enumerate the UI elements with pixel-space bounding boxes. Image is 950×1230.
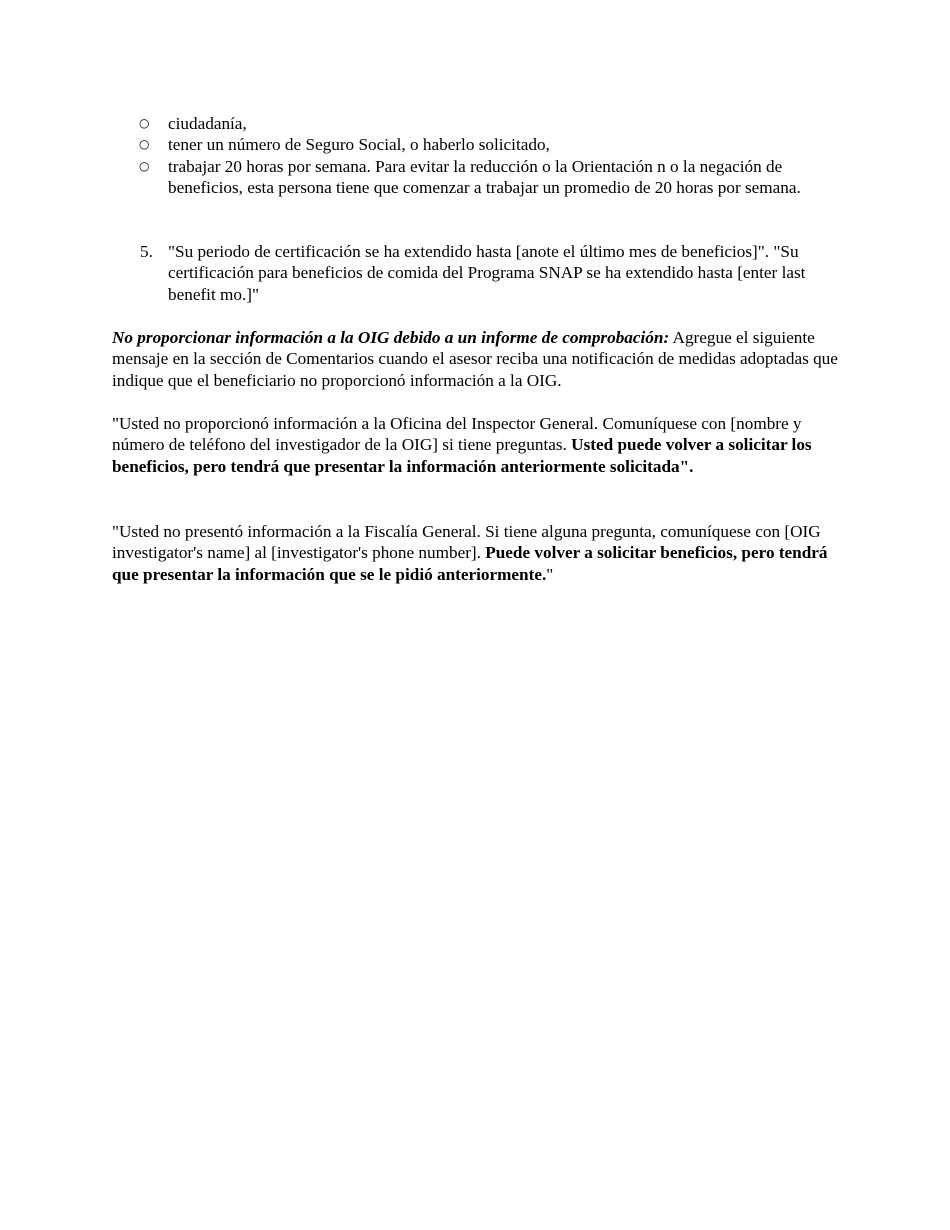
bullet-marker: ○ — [139, 116, 150, 130]
bullet-text: tener un número de Seguro Social, o haberlo solicitado, — [168, 135, 550, 155]
requirements-bullet-list — [0, 113, 950, 199]
list-number: 5. — [140, 242, 153, 261]
snap-certification-message: "Su certificación para beneficios de comida del Programa SNAP se ha extendido hasta [enter last benefit mo.]" — [168, 242, 806, 304]
bullet-item-work-hours — [0, 156, 840, 199]
message-2-paragraph — [112, 521, 842, 585]
message-1-bold-text: Usted puede volver a solicitar los beneficios, pero tendrá que presentar la información anteriormente solicitada". — [112, 435, 812, 476]
bullet-item-citizenship — [0, 113, 840, 134]
message-1-paragraph — [112, 413, 842, 477]
oig-section-paragraph — [112, 327, 842, 391]
bullet-item-social-security — [0, 134, 840, 155]
message-2-text: "Usted no presentó información a la Fiscalía General. Si tiene alguna pregunta, comuníquese con [OIG investigator's name] al [investigator's phone number]. — [112, 522, 821, 563]
section-body: Agregue el siguiente mensaje en la sección de Comentarios cuando el asesor reciba una notificación de medidas adoptadas que indique que el beneficiario no proporcionó información a la OIG. — [112, 328, 838, 390]
message-2-closing-quote: " — [546, 564, 554, 584]
numbered-item-text — [0, 241, 838, 305]
message-2-bold-text: Puede volver a solicitar beneficios, pero tendrá que presentar la información que se le pidió anteriormente. — [112, 543, 828, 584]
bullet-marker: ○ — [139, 137, 150, 152]
bullet-text: trabajar 20 horas por semana. Para evitar la reducción o la Orientación n o la negación de beneficios, esta persona tiene que comenzar a trabajar un promedio de 20 horas por semana. — [168, 156, 801, 198]
message-1-text: "Usted no proporcionó información a la Oficina del Inspector General. Comuníquese con [nombre y número de teléfono del investigador de la OIG] si tiene preguntas. — [112, 414, 802, 455]
numbered-item-5 — [0, 241, 950, 305]
section-heading: No proporcionar información a la OIG debido a un informe de comprobación: — [112, 328, 670, 347]
certification-extended-message: "Su periodo de certificación se ha extendido hasta [anote el último mes de beneficios]". — [168, 242, 770, 261]
bullet-text: ciudadanía, — [168, 114, 247, 133]
bullet-marker: ○ — [139, 158, 150, 173]
